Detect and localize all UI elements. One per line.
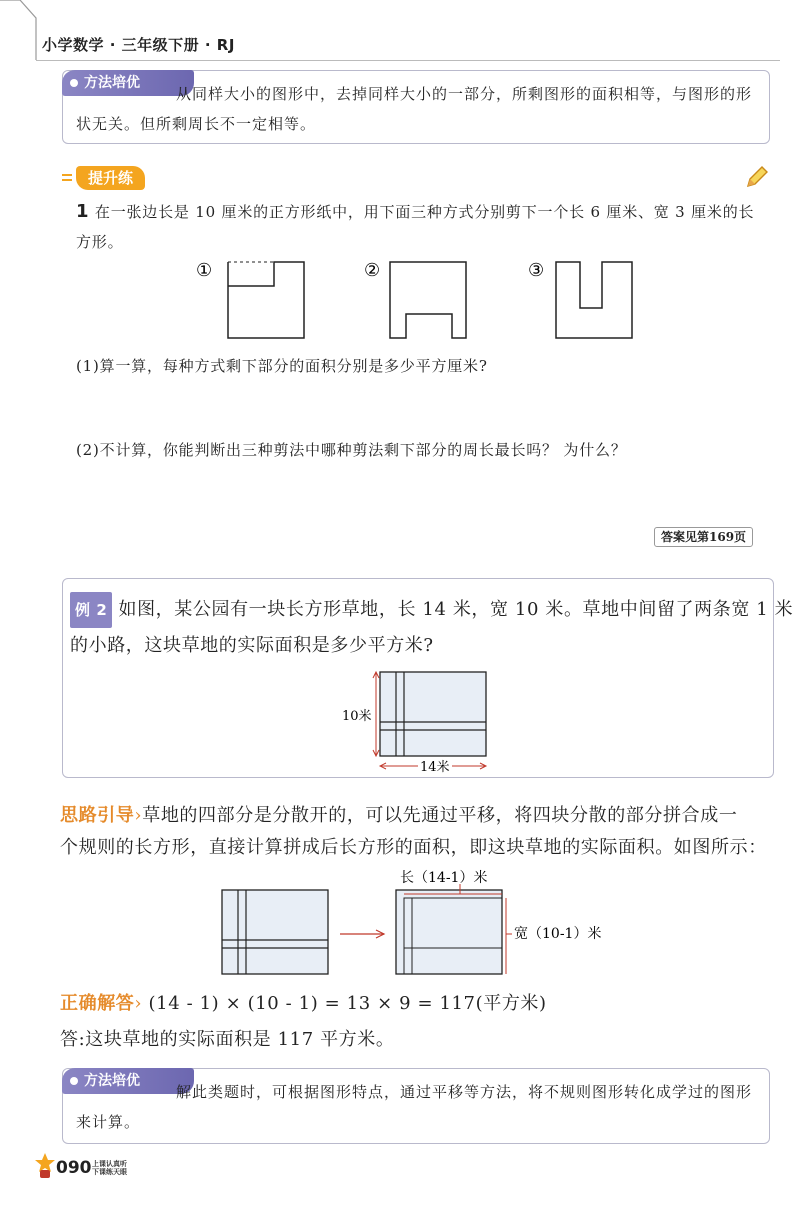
method-tag-1: [62, 70, 194, 96]
practice-tag: 提升练: [76, 166, 145, 190]
length-label: 长（14-1）米: [400, 870, 488, 886]
hint-label: 思路引导: [60, 805, 135, 826]
cut-figures: [196, 256, 646, 342]
mascot-icon: [34, 1152, 56, 1180]
height-label: 10米: [342, 709, 372, 724]
lawn-figure: [340, 666, 500, 776]
solution-label: 正确解答: [60, 993, 135, 1014]
footer-note-line2: 下课练天眼: [92, 1168, 127, 1176]
translation-figure: [216, 864, 636, 984]
method-text-line2: 状无关。但所剩周长不一定相等。: [76, 115, 317, 133]
method-tag-label-2: 方法培优: [84, 1073, 140, 1089]
hint-line2: 个规则的长方形，直接计算拼成后长方形的面积，即这块草地的实际面积。如图所示：: [60, 837, 767, 858]
figure-3-shape: [556, 262, 632, 338]
footer-note: [92, 1160, 127, 1176]
example-line2: 的小路，这块草地的实际面积是多少平方米?: [70, 635, 434, 656]
bullet-icon: [70, 79, 78, 87]
method2-text-line1: 解此类题时，可根据图形特点，通过平移等方法，将不规则图形转化成学过的图形: [176, 1083, 753, 1101]
method2-text-line2: 来计算。: [76, 1113, 141, 1131]
question-1-text: 在一张边长是 10 厘米的正方形纸中，用下面三种方式分别剪下一个长 6 厘米、宽 3 厘米的长: [94, 203, 755, 221]
figure-1-shape: [228, 262, 304, 338]
solution-formula: (14 - 1) × (10 - 1) = 13 × 9 = 117(平方米): [148, 993, 547, 1014]
figure-label-1: ①: [196, 260, 213, 281]
width-label: 14米: [420, 760, 450, 775]
method-text-line1: 从同样大小的图形中，去掉同样大小的一部分，所剩图形的面积相等，与图形的形: [176, 85, 753, 103]
question-1-line1: [76, 198, 754, 226]
header-title: 小学数学 · 三年级下册 · RJ: [42, 36, 235, 54]
figure-label-2: ②: [364, 260, 381, 281]
sub-question-2: (2)不计算，你能判断出三种剪法中哪种剪法剩下部分的周长最长吗？ 为什么？: [76, 441, 627, 459]
boost-bars-icon: [62, 174, 72, 184]
example-text: 如图，某公园有一块长方形草地，长 14 米，宽 10 米。草地中间留了两条宽 1 米: [118, 599, 794, 620]
method-tag-2: [62, 1068, 194, 1094]
question-number: 1: [76, 201, 90, 222]
method-tag-label: 方法培优: [84, 75, 140, 91]
width-label-2: 宽（10-1）米: [514, 926, 602, 942]
example-line1: [70, 592, 793, 628]
figure-2-shape: [390, 262, 466, 338]
solution-answer: 答:这块草地的实际面积是 117 平方米。: [60, 1029, 395, 1050]
header-rule: [36, 60, 780, 61]
page-number: 090: [56, 1158, 92, 1178]
figure-label-3: ③: [528, 260, 545, 281]
footer-note-line1: 上课认真听: [92, 1160, 127, 1168]
question-1-line2: 方形。: [76, 233, 124, 251]
answer-reference: 答案见第169页: [654, 527, 753, 547]
pencil-icon: [744, 164, 770, 190]
sub-question-1: (1)算一算，每种方式剩下部分的面积分别是多少平方厘米?: [76, 357, 488, 375]
bullet-icon: [70, 1077, 78, 1085]
solution-line: 正确解答› (14 - 1) × (10 - 1) = 13 × 9 = 117(平方米): [60, 993, 547, 1014]
example-tag: 例 2: [70, 592, 112, 628]
hint-line1: 思路引导›草地的四部分是分散开的，可以先通过平移，将四块分散的部分拼合成一: [60, 805, 738, 826]
hint-text: 草地的四部分是分散开的，可以先通过平移，将四块分散的部分拼合成一: [142, 805, 738, 826]
